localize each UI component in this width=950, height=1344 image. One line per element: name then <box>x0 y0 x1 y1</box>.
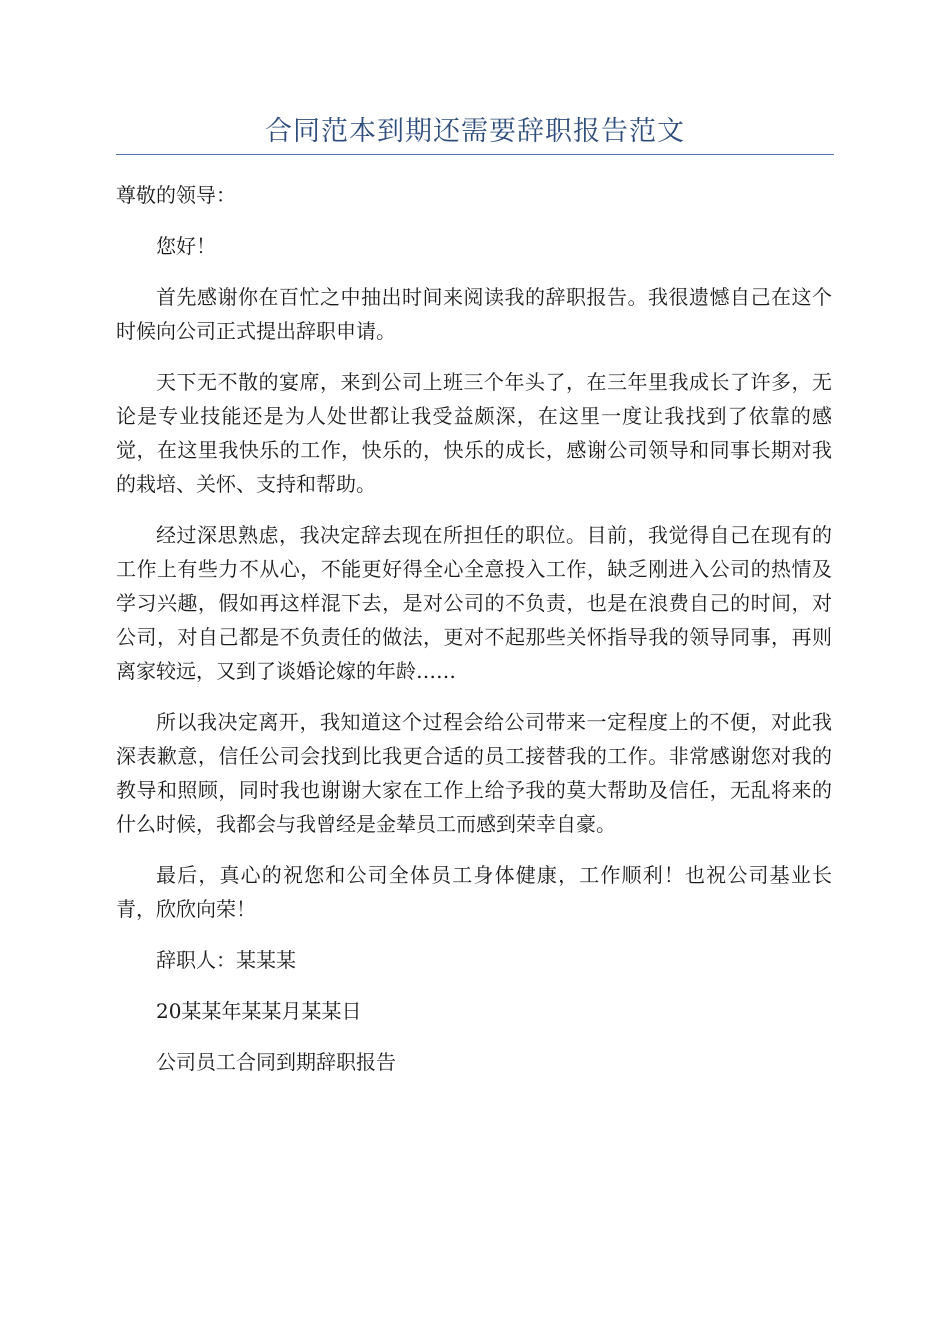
document-body <box>116 178 832 1096</box>
paragraph-2: 天下无不散的宴席，来到公司上班三个年头了，在三年里我成长了许多，无论是专业技能还是为人处世都让我受益颇深，在这里一度让我找到了依靠的感觉，在这里我快乐的工作，快乐的，快乐的成长，感谢公司领导和同事长期对我的栽培、关怀、支持和帮助。 <box>116 370 832 496</box>
greeting: 您好！ <box>156 234 216 258</box>
title-underline <box>116 154 834 155</box>
paragraph-3: 经过深思熟虑，我决定辞去现在所担任的职位。目前，我觉得自己在现有的工作上有些力不从心，不能更好得全心全意投入工作，缺乏刚进入公司的热情及学习兴趣，假如再这样混下去，是对公司的不负责，也是在浪费自己的时间，对公司，对自己都是不负责任的做法，更对不起那些关怀指导我的领导同事，再则离家较远，又到了谈婚论嫁的年龄…… <box>116 523 832 683</box>
next-section-heading: 公司员工合同到期辞职报告 <box>156 1050 396 1074</box>
paragraph-1: 首先感谢你在百忙之中抽出时间来阅读我的辞职报告。我很遗憾自己在这个时候向公司正式提出辞职申请。 <box>116 285 832 343</box>
document-title: 合同范本到期还需要辞职报告范文 <box>265 116 685 147</box>
paragraph-4: 所以我决定离开，我知道这个过程会给公司带来一定程度上的不便，对此我深表歉意，信任公司会找到比我更合适的员工接替我的工作。非常感谢您对我的教导和照顾，同时我也谢谢大家在工作上给予我的莫大帮助及信任，无乱将来的什么时候，我都会与我曾经是金辇员工而感到荣幸自豪。 <box>116 710 832 836</box>
date-line: 20某某年某某月某某日 <box>156 999 362 1023</box>
paragraph-5: 最后，真心的祝您和公司全体员工身体健康，工作顺利！也祝公司基业长青，欣欣向荣！ <box>116 863 832 921</box>
salutation: 尊敬的领导： <box>116 183 236 207</box>
signature: 辞职人：某某某 <box>156 948 296 972</box>
